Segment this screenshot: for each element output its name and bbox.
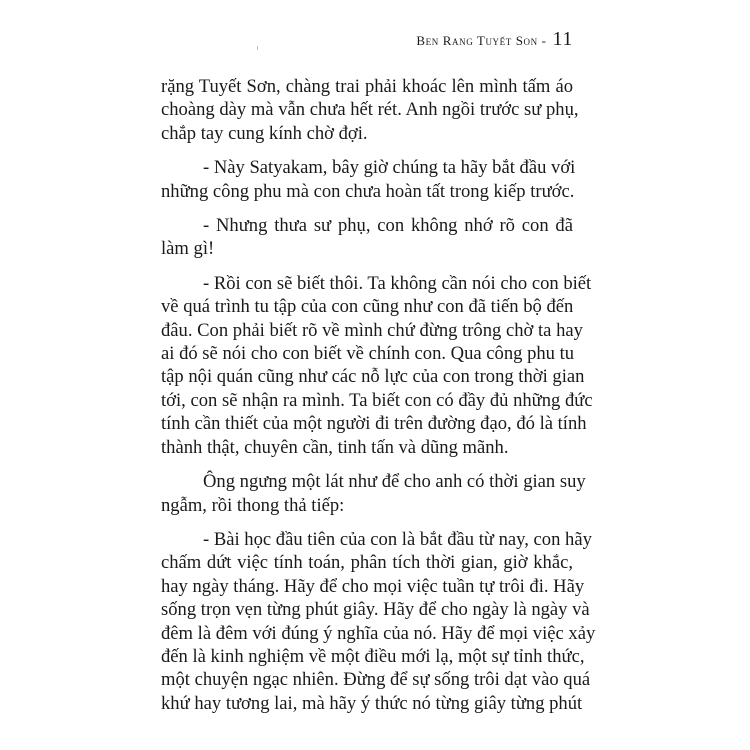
paragraph	[161, 75, 579, 145]
text-line: - Này Satyakam, bây giờ chúng ta hãy bắt đầu với	[203, 157, 576, 179]
text-line: hay ngày tháng. Hãy để cho mọi việc tuần tự trôi đi. Hãy	[161, 575, 585, 597]
text-line: thành thật, chuyên cần, tinh tấn và dũng mãnh.	[161, 436, 509, 458]
paragraph	[161, 214, 573, 261]
text-line: những công phu mà con chưa hoàn tất trong kiếp trước.	[161, 180, 575, 202]
text-line: tính cần thiết của một người đi trên đường đạo, đó là tính	[161, 413, 587, 435]
text-line: - Nhưng thưa sư phụ, con không nhớ rõ con đã	[203, 215, 573, 237]
text-line: - Bài học đầu tiên của con là bắt đầu từ nay, con hãy	[203, 528, 592, 550]
running-title: Ben Rang Tuyết Son	[416, 33, 538, 48]
text-line: tới, con sẽ nhận ra mình. Ta biết con có đầy đủ những đức	[161, 389, 593, 411]
paragraph	[161, 156, 576, 203]
text-line: về quá trình tu tập của con cũng như con đã tiến bộ đến	[161, 296, 574, 318]
paragraph	[161, 470, 586, 517]
paragraph	[161, 272, 593, 459]
text-line: đâu. Con phải biết rõ về mình chứ đừng trông chờ ta hay	[161, 319, 583, 341]
text-line: choàng dày mà vẫn chưa hết rét. Anh ngồi trước sư phụ,	[161, 99, 579, 121]
text-line: ngẫm, rồi thong thả tiếp:	[161, 494, 345, 516]
text-line: chắp tay cung kính chờ đợi.	[161, 122, 368, 144]
header-separator: -	[541, 33, 547, 48]
text-line: làm gì!	[161, 238, 215, 260]
running-header	[416, 28, 573, 51]
text-line: rặng Tuyết Sơn, chàng trai phải khoác lên mình tấm áo	[161, 76, 573, 97]
print-speck	[257, 46, 258, 50]
text-line: chấm dứt việc tính toán, phân tích thời gian, giờ khắc,	[161, 552, 573, 574]
paragraph	[161, 528, 596, 715]
text-line: đêm là đêm với đúng ý nghĩa của nó. Hãy để mọi việc xảy	[161, 622, 596, 644]
text-line: tập nội quán cũng như các nỗ lực của con trong thời gian	[161, 366, 585, 388]
body-text	[161, 75, 596, 715]
text-line: Ông ngưng một lát như để cho anh có thời gian suy	[203, 471, 586, 493]
page-number: 11	[552, 28, 573, 50]
text-line: - Rồi con sẽ biết thôi. Ta không cần nói cho con biết	[203, 272, 592, 294]
text-line: ai đó sẽ nói cho con biết về chính con. Qua công phu tu	[161, 343, 575, 365]
text-line: sống trọn vẹn từng phút giây. Hãy để cho ngày là ngày và	[161, 599, 590, 621]
text-line: đến là kinh nghiệm về một điều mới lạ, một sự tỉnh thức,	[161, 645, 585, 667]
text-line: một chuyện ngạc nhiên. Đừng để sự sống trôi dạt vào quá	[161, 669, 591, 691]
text-line: khứ hay tương lai, mà hãy ý thức nó từng giây từng phút	[161, 692, 583, 714]
